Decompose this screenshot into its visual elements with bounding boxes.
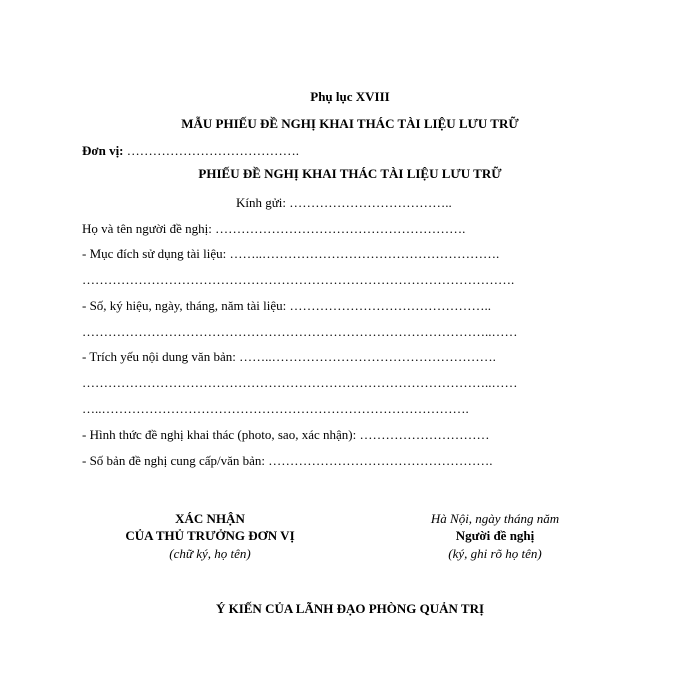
unit-head-confirmation bbox=[100, 511, 320, 562]
form-title: MẪU PHIẾU ĐỀ NGHỊ KHAI THÁC TÀI LIỆU LƯU TRỮ bbox=[181, 116, 519, 131]
applicant-signature-block bbox=[385, 511, 605, 562]
excerpt-continuation-line-1: …………………………………………………………………………………..…… bbox=[82, 375, 518, 390]
applicant-title: Người đề nghị bbox=[455, 528, 535, 543]
form-of-request-line: - Hình thức đề nghị khai thác (photo, sao, xác nhận): ………………………… bbox=[82, 427, 490, 442]
excerpt-line: - Trích yếu nội dung văn bản: ……..……………………………………………. bbox=[82, 349, 496, 364]
applicant-signature-note: (ký, ghi rõ họ tên) bbox=[448, 546, 542, 561]
unit-label: Đơn vị: bbox=[82, 143, 124, 158]
recipient-line: Kính gửi: ……………………………….. bbox=[236, 195, 452, 210]
appendix-label: Phụ lục XVIII bbox=[310, 89, 390, 104]
doc-reference-line: - Số, ký hiệu, ngày, tháng, năm tài liệu: ……………………………………….. bbox=[82, 298, 491, 313]
unit-line bbox=[82, 143, 299, 159]
unit-dots: …………………………………. bbox=[123, 143, 300, 158]
excerpt-continuation-line-2: …..…………………………………………………………………………. bbox=[82, 401, 469, 416]
place-date: Hà Nội, ngày tháng năm bbox=[430, 511, 560, 526]
confirmation-signature-note: (chữ ký, họ tên) bbox=[169, 546, 251, 561]
document-title: PHIẾU ĐỀ NGHỊ KHAI THÁC TÀI LIỆU LƯU TRỮ bbox=[198, 166, 502, 181]
management-opinion-title: Ý KIẾN CỦA LÃNH ĐẠO PHÒNG QUẢN TRỊ bbox=[215, 601, 485, 616]
applicant-name-line: Họ và tên người đề nghị: …………………………………………………. bbox=[82, 221, 466, 236]
confirmation-title: XÁC NHẬN bbox=[175, 511, 245, 526]
purpose-line: - Mục đích sử dụng tài liệu: ……..………………………………………………. bbox=[82, 246, 500, 261]
copies-line: - Số bản đề nghị cung cấp/văn bản: ……………………………………………. bbox=[82, 453, 493, 468]
doc-reference-continuation-line: …………………………………………………………………………………..…… bbox=[82, 324, 518, 339]
confirmation-subtitle: CỦA THỦ TRƯỞNG ĐƠN VỊ bbox=[125, 528, 295, 543]
purpose-continuation-line: ………………………………………………………………………………………. bbox=[82, 272, 515, 287]
